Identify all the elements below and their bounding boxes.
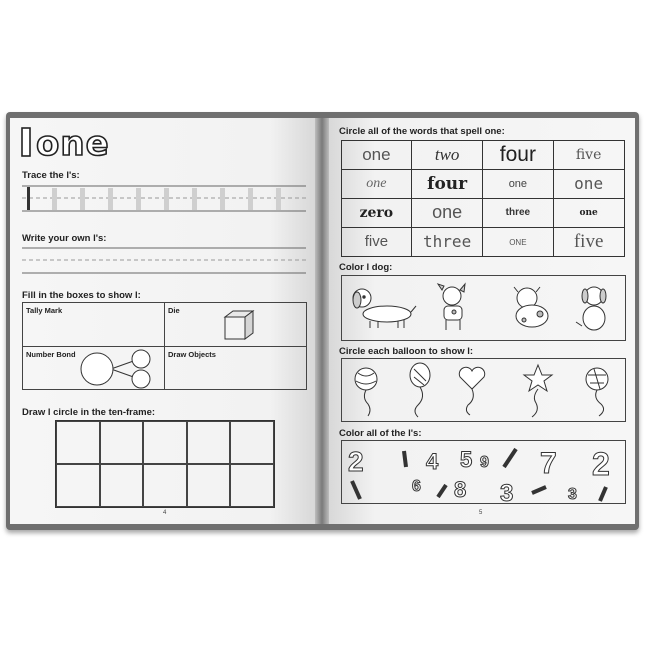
number-glyph: 4 bbox=[426, 449, 439, 474]
right-page bbox=[329, 118, 635, 524]
heart-balloon-icon bbox=[459, 367, 484, 415]
ten-frame[interactable] bbox=[55, 420, 275, 508]
word-cell[interactable]: four bbox=[411, 169, 483, 199]
ones-label: Color all of the l's: bbox=[339, 428, 422, 439]
page-title: one bbox=[36, 124, 110, 164]
word-cell[interactable]: one bbox=[341, 140, 413, 170]
write-label: Write your own l's: bbox=[22, 233, 107, 244]
draw-label: Draw Objects bbox=[168, 350, 216, 359]
number-bond-icon bbox=[79, 349, 159, 394]
word-cell[interactable]: one bbox=[482, 169, 554, 199]
balloon-icon bbox=[410, 363, 430, 417]
one-mark bbox=[404, 451, 406, 467]
fill-label: Fill in the boxes to show l: bbox=[22, 290, 141, 301]
dog-drawings[interactable] bbox=[342, 276, 625, 340]
balloon-label: Circle each balloon to show l: bbox=[339, 346, 474, 357]
word-cell[interactable]: three bbox=[482, 198, 554, 228]
puppy-icon bbox=[576, 287, 606, 330]
number-glyph: 9 bbox=[480, 454, 489, 471]
representation-grid bbox=[22, 302, 307, 390]
number-glyph: 2 bbox=[348, 446, 364, 477]
one-mark bbox=[532, 487, 546, 493]
word-cell[interactable]: five bbox=[553, 140, 625, 170]
word-cell[interactable]: one bbox=[553, 198, 625, 228]
dog-row bbox=[341, 275, 626, 341]
write-row[interactable] bbox=[22, 246, 306, 274]
words-label: Circle all of the words that spell one: bbox=[339, 126, 505, 137]
word-cell[interactable]: one bbox=[482, 227, 554, 257]
big-one-icon bbox=[20, 124, 34, 165]
one-mark bbox=[352, 481, 360, 499]
word-cell[interactable]: one bbox=[411, 198, 483, 228]
balloon-row bbox=[341, 358, 626, 422]
book-spine bbox=[315, 118, 329, 524]
page-number: 4 bbox=[163, 510, 167, 516]
number-glyph: 2 bbox=[592, 446, 610, 482]
word-cell[interactable]: one bbox=[341, 169, 413, 199]
word-cell[interactable]: one bbox=[553, 169, 625, 199]
balloon-icon bbox=[355, 368, 377, 416]
one-mark bbox=[504, 449, 516, 467]
dog-label: Color l dog: bbox=[339, 262, 393, 273]
word-cell[interactable]: two bbox=[411, 140, 483, 170]
number-glyph: 6 bbox=[412, 478, 421, 495]
word-grid bbox=[341, 140, 624, 256]
die-icon bbox=[221, 309, 257, 346]
word-cell[interactable]: zero bbox=[341, 198, 413, 228]
one-mark bbox=[600, 487, 606, 501]
die-label: Die bbox=[168, 306, 180, 315]
number-glyph: 7 bbox=[540, 447, 557, 480]
terrier-icon bbox=[438, 284, 465, 330]
number-glyph: 3 bbox=[568, 486, 577, 503]
star-balloon-icon bbox=[524, 365, 552, 417]
one-mark bbox=[438, 485, 446, 497]
number-row bbox=[341, 440, 626, 504]
trace-label: Trace the l's: bbox=[22, 170, 80, 181]
word-cell[interactable]: five bbox=[553, 227, 625, 257]
tenframe-label: Draw l circle in the ten-frame: bbox=[22, 407, 156, 418]
number-glyph: 3 bbox=[500, 480, 514, 503]
left-page bbox=[10, 118, 315, 524]
word-cell[interactable]: five bbox=[341, 227, 413, 257]
word-cell[interactable]: four bbox=[482, 140, 554, 170]
balloon-icon bbox=[586, 368, 608, 416]
bond-label: Number Bond bbox=[26, 350, 76, 359]
tally-label: Tally Mark bbox=[26, 306, 63, 315]
number-glyph: 8 bbox=[454, 477, 467, 502]
number-drawings[interactable] bbox=[342, 441, 625, 503]
number-glyph: 5 bbox=[460, 447, 473, 472]
dachshund-icon bbox=[353, 289, 416, 328]
trace-row[interactable] bbox=[22, 184, 306, 212]
word-cell[interactable]: three bbox=[411, 227, 483, 257]
balloon-drawings[interactable] bbox=[342, 359, 625, 421]
bulldog-icon bbox=[514, 287, 548, 327]
page-number: 5 bbox=[479, 510, 483, 516]
